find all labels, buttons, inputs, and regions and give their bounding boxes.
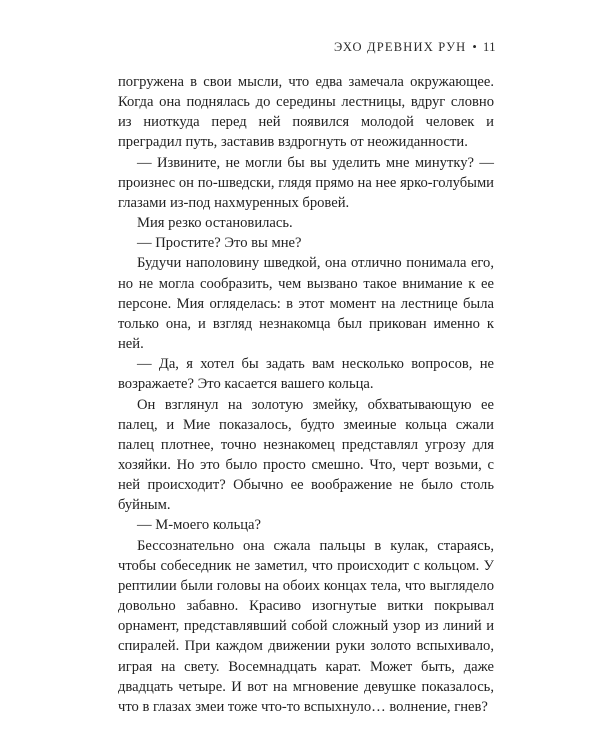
running-head	[334, 40, 496, 55]
page-number: 11	[482, 40, 496, 54]
book-title: ЭХО ДРЕВНИХ РУН	[334, 40, 467, 54]
paragraph-continued: погружена в свои мысли, что едва замечала окружающее. Когда она поднялась до середины лестницы, вдруг словно из ниоткуда перед ней появился молодой человек и преградил путь, заставив вздрогнуть от неожиданности.	[118, 74, 494, 151]
paragraph: Будучи наполовину шведкой, она отлично понимала его, но не могла сообразить, чем вызвано такое внимание к ее персоне. Мия огляделась: в этот момент на лестнице была только она, и взгляд незнакомца был прикован именно к ней.	[118, 255, 494, 353]
paragraph-dialogue: — Простите? Это вы мне?	[137, 235, 302, 252]
paragraph: Он взглянул на золотую змейку, обхватывающую ее палец, и Мие показалось, будто змеиные кольца сжали палец плотнее, точно незнакомец представлял угрозу для хозяйки. Но это было просто смешно. Что, черт возьми, с ней происходит? Обычно ее воображение не было столь буйным.	[118, 396, 494, 514]
paragraph: Мия резко остановилась.	[137, 215, 293, 232]
paragraph-dialogue: — М-моего кольца?	[137, 517, 261, 534]
paragraph-dialogue: — Извините, не могли бы вы уделить мне минутку? — произнес он по-шведски, глядя прямо на нее ярко-голубыми глазами из-под нахмуренных бровей.	[118, 154, 494, 211]
header-separator: •	[472, 40, 478, 54]
paragraph-dialogue: — Да, я хотел бы задать вам несколько вопросов, не возражаете? Это касается вашего кольца.	[118, 356, 494, 393]
body-text	[118, 72, 494, 717]
paragraph: Бессознательно она сжала пальцы в кулак, стараясь, чтобы собеседник не заметил, что происходит с кольцом. У рептилии были головы на обоих концах тела, что выглядело довольно забавно. Красиво изогнутые витки покрывал орнамент, представлявший собой сложный узор из линий и спиралей. При каждом движении руки золото вспыхивало, играя на свету. Восемнадцать карат. Может быть, даже двадцать четыре. И вот на мгновение девушке показалось, что в глазах змеи тоже что-то вспыхнуло… волнение, гнев?	[118, 537, 494, 715]
